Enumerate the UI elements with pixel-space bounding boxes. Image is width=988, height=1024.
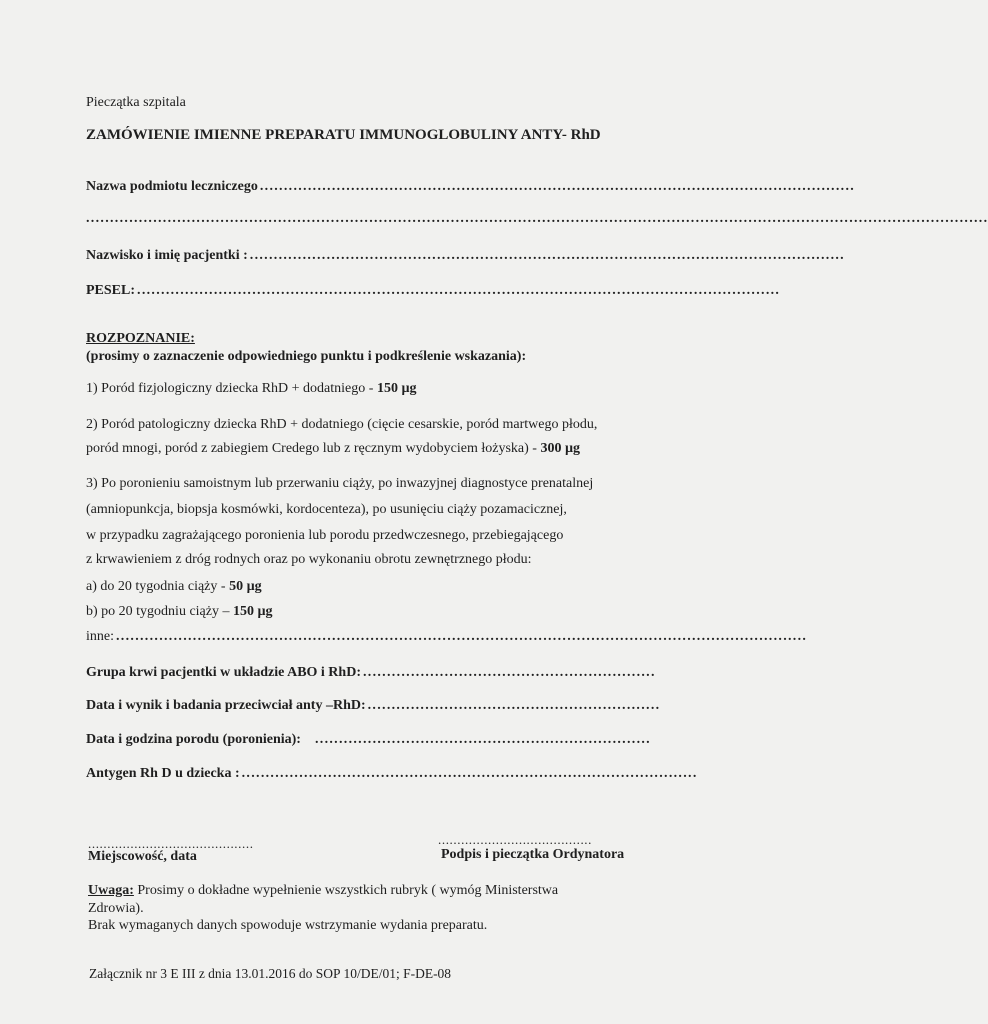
delivery-date-label: Data i godzina porodu (poronienia): (86, 732, 301, 747)
place-date-label: Miejscowość, data (88, 849, 197, 864)
delivery-date-field[interactable] (86, 732, 651, 747)
diagnosis-instruction: (prosimy o zaznaczenie odpowiedniego punktu i podkreślenie wskazania): (86, 349, 527, 364)
diagnosis-heading: ROZPOZNANIE: (86, 331, 195, 346)
patient-name-dots: ............................................................................................................................ (249, 248, 845, 263)
item-1-text: 1) Poród fizjologiczny dziecka RhD + dodatniego - (86, 381, 377, 396)
child-antigen-label: Antygen Rh D u dziecka : (86, 766, 240, 781)
footer-attachment: Załącznik nr 3 E III z dnia 13.01.2016 do SOP 10/DE/01; F-DE-08 (89, 966, 452, 981)
antibody-test-field[interactable] (86, 698, 661, 713)
other-field[interactable] (86, 629, 808, 644)
pesel-field[interactable] (86, 283, 781, 298)
facility-name-extra-line[interactable] (86, 211, 988, 226)
note-label: Uwaga: (88, 883, 134, 898)
note-line-3: Brak wymaganych danych spowoduje wstrzymanie wydania preparatu. (88, 918, 488, 933)
blood-group-field[interactable] (86, 665, 656, 680)
other-dots: ................................................................................................................................................ (116, 629, 808, 644)
patient-name-label: Nazwisko i imię pacjentki : (86, 248, 248, 263)
blood-group-dots: ............................................................. (362, 665, 656, 680)
pesel-dots: ...................................................................................................................................... (137, 283, 781, 298)
place-date-signature-line[interactable]: ........................................... (88, 836, 254, 851)
note-line-1 (88, 884, 558, 898)
item-2-line-2: poród mnogi, poród z zabiegiem Credego lub z ręcznym wydobyciem łożyska) - (86, 441, 541, 456)
diagnosis-item-1[interactable] (86, 382, 417, 396)
facility-name-label: Nazwa podmiotu leczniczego (86, 179, 258, 194)
option-a-dose: 50 µg (229, 579, 262, 594)
blood-group-label: Grupa krwi pacjentki w układzie ABO i RhD: (86, 665, 361, 680)
hospital-stamp-label: Pieczątka szpitala (86, 95, 186, 110)
child-antigen-dots: ............................................................................................... (241, 766, 698, 781)
item-3-line-1[interactable]: 3) Po poronieniu samoistnym lub przerwaniu ciąży, po inwazyjnej diagnostyce prenatalnej (86, 476, 594, 491)
option-b[interactable] (86, 605, 273, 619)
diagnosis-item-2-line-2[interactable] (86, 442, 580, 456)
other-label: inne: (86, 629, 114, 644)
item-1-dose: 150 µg (376, 381, 417, 396)
option-a-text: a) do 20 tygodnia ciąży - (86, 579, 230, 594)
item-2-line-1: 2) Poród patologiczny dziecka RhD + dodatniego (cięcie cesarskie, poród martwego płodu, (86, 417, 598, 432)
head-physician-signature-line[interactable]: ........................................ (438, 832, 592, 847)
option-a[interactable] (86, 580, 262, 594)
pesel-label: PESEL: (86, 283, 136, 298)
item-3-line-3: w przypadku zagrażającego poronienia lub porodu przedwczesnego, przebiegającego (86, 528, 564, 543)
head-physician-label: Podpis i pieczątka Ordynatora (441, 847, 625, 862)
facility-name-field[interactable] (86, 179, 856, 194)
facility-name-dots: ............................................................................................................................ (259, 179, 856, 194)
delivery-date-dots: ...................................................................... (314, 732, 651, 747)
item-3-line-4: z krwawieniem z dróg rodnych oraz po wykonaniu obrotu zewnętrznego płodu: (86, 552, 532, 567)
option-b-text: b) po 20 tygodniu ciąży – (86, 604, 233, 619)
note-line-2: Zdrowia). (88, 901, 144, 916)
item-3-line-2: (amniopunkcja, biopsja kosmówki, kordocenteza), po usunięciu ciąży pozamacicznej, (86, 502, 567, 517)
form-title: ZAMÓWIENIE IMIENNE PREPARATU IMMUNOGLOBULINY ANTY- RhD (86, 127, 601, 143)
facility-extra-dots: ............................................................................................................................................................................................ (86, 211, 988, 226)
item-2-dose: 300 µg (540, 441, 581, 456)
antibody-test-label: Data i wynik i badania przeciwciał anty –RhD: (86, 698, 366, 713)
option-b-dose: 150 µg (232, 604, 273, 619)
child-antigen-field[interactable] (86, 766, 698, 781)
note-text-1: Prosimy o dokładne wypełnienie wszystkich rubryk ( wymóg Ministerstwa (133, 883, 559, 898)
diagnosis-item-2-line-1[interactable] (86, 418, 638, 432)
patient-name-field[interactable] (86, 248, 845, 263)
antibody-test-dots: ............................................................. (367, 698, 661, 713)
